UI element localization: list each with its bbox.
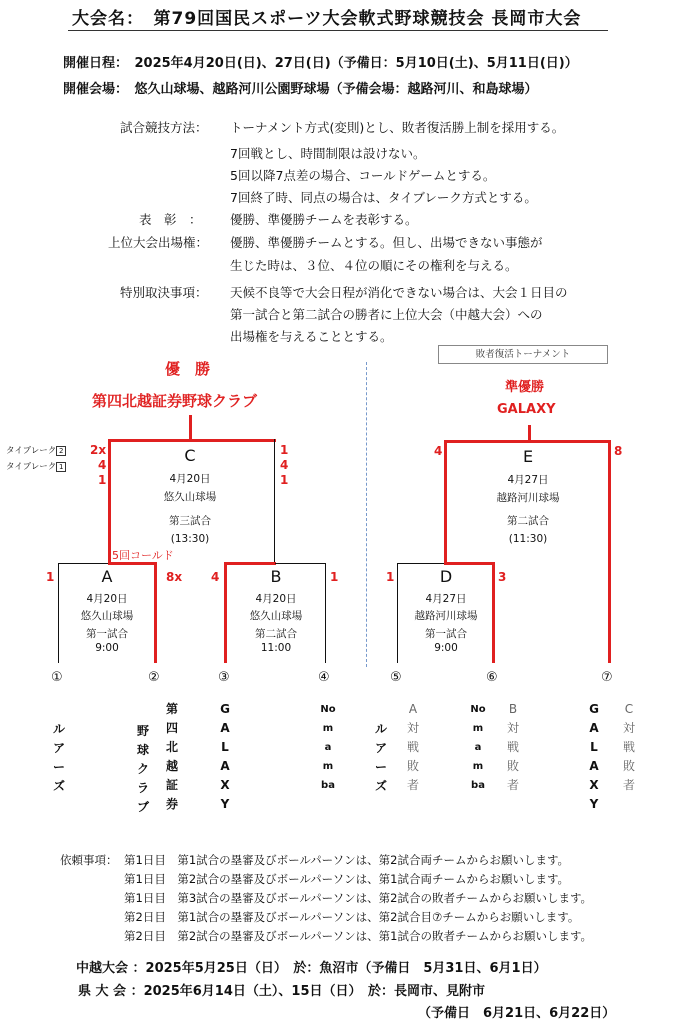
team-slot-2-line-2: 野球クラブ xyxy=(136,724,149,814)
game-e-left-leg xyxy=(444,440,447,564)
slot-7: ⑦ xyxy=(601,670,613,685)
special-text-2: 第一試合と第二試合の勝者に上位大会（中越大会）への xyxy=(230,307,543,322)
slot-1: ① xyxy=(51,670,63,685)
page-title: 大会名： 第79回国民スポーツ大会軟式野球競技会 長岡市大会 xyxy=(72,9,582,29)
method-text-4: 7回終了時、同点の場合は、タイブレーク方式とする。 xyxy=(230,190,537,205)
game-d-time: 9:00 xyxy=(434,642,458,654)
method-text-2: 7回戦とし、時間制限は設けない。 xyxy=(230,146,426,161)
game-d-venue: 越路河川球場 xyxy=(414,610,478,622)
game-e-left-score: 4 xyxy=(434,444,443,458)
award-text: 優勝、準優勝チームを表彰する。 xyxy=(230,212,418,227)
game-c-right-score-1: 1 xyxy=(280,443,289,457)
schedule-dates: 開催日程： 2025年4月20日(日)、27日(日)（予備日：5月10日(土)、5月11日(日)） xyxy=(63,56,578,71)
method-text-1: トーナメント方式(変則)とし、敗者復活勝上制を採用する。 xyxy=(230,120,565,135)
game-d-label: D xyxy=(439,567,453,586)
tiebreak-1-icon: 1 xyxy=(56,462,66,472)
special-label: 特別取決事項： xyxy=(120,285,208,300)
upper-text-1: 優勝、準優勝チームとする。但し、出場できない事態が xyxy=(230,235,543,250)
note-item-5: 第2日目 第2試合の塁審及びボールパーソンは、第1試合の敗者チームからお願いします。 xyxy=(124,929,593,943)
game-c-stem xyxy=(189,415,192,440)
game-c-left-score-3: 1 xyxy=(98,473,107,487)
special-text-1: 天候不良等で大会日程が消化できない場合は、大会１日目の xyxy=(230,285,568,300)
note-item-1: 第1日目 第1試合の塁審及びボールパーソンは、第2試合両チームからお願いします。 xyxy=(124,853,570,867)
title-underline xyxy=(68,30,608,31)
team-slot-6: Nomamba xyxy=(470,704,486,791)
game-b-top-left xyxy=(224,562,276,565)
game-b-right-score: 1 xyxy=(330,570,339,584)
method-text-3: 5回以降7点差の場合、コールドゲームとする。 xyxy=(230,168,496,183)
team-slot-7: GALAXY xyxy=(589,702,599,811)
game-c-left-leg xyxy=(108,439,111,563)
game-c-right-leg xyxy=(274,439,275,563)
slot-3: ③ xyxy=(218,670,230,685)
team-slot-2-line-1: 第四北越証券 xyxy=(165,702,178,811)
tiebreak-2-note: タイブレーク 2 xyxy=(6,444,66,456)
schedule-venues: 開催会場： 悠久山球場、越路河川公園野球場（予備会場：越路河川、和島球場） xyxy=(63,82,538,97)
prefectural-tournament: 県 大 会 ：2025年6月14日（土）、15日（日） 於：長岡市、見附市 xyxy=(78,984,485,999)
game-a-date: 4月20日 xyxy=(86,593,128,605)
notes-label: 依頼事項： xyxy=(60,853,118,867)
champion-team: 第四北越証券野球クラブ xyxy=(92,392,258,410)
runnerup-label: 準優勝 xyxy=(505,380,545,395)
tiebreak-2-icon: 2 xyxy=(56,446,66,456)
game-e-order: 第二試合 xyxy=(507,515,549,527)
game-a-label: A xyxy=(101,567,113,586)
chuetsu-tournament: 中越大会 ：2025年5月25日（日） 於：魚沼市（予備日 5月31日、6月1日） xyxy=(76,961,547,976)
game-d-right-score: 3 xyxy=(498,570,507,584)
game-c-top-bar xyxy=(108,439,276,442)
game-b-date: 4月20日 xyxy=(255,593,297,605)
team-slot-4: Nomamba xyxy=(320,704,336,791)
game-e-top-bar xyxy=(444,440,611,443)
team-slot-1: ルアーズ xyxy=(52,722,65,793)
game-e-venue: 越路河川球場 xyxy=(496,492,560,504)
game-c-right-score-2: 4 xyxy=(280,458,289,472)
game-b-venue: 悠久山球場 xyxy=(249,610,303,622)
team-slot-7-loser: C対戦敗者 xyxy=(622,702,635,792)
game-c-left-score-1: 2x xyxy=(90,443,107,457)
game-c-left-score-2: 4 xyxy=(98,458,107,472)
game-c-order: 第三試合 xyxy=(169,515,211,527)
tiebreak-1-note: タイブレーク 1 xyxy=(6,460,66,472)
slot-6: ⑥ xyxy=(486,670,498,685)
game-e-time: (11:30) xyxy=(508,533,548,545)
game-a-time: 9:00 xyxy=(95,642,119,654)
game-a-order: 第一試合 xyxy=(86,628,128,640)
game-e-label: E xyxy=(522,447,534,466)
team-slot-6-loser: B対戦敗者 xyxy=(506,702,519,792)
game-e-right-score: 8 xyxy=(614,444,623,458)
game-d-top-left xyxy=(397,563,445,564)
game-a-left-score: 1 xyxy=(46,570,55,584)
game-b-order: 第二試合 xyxy=(255,628,297,640)
note-item-4: 第2日目 第1試合の塁審及びボールパーソンは、第2試合目⑦チームからお願いします。 xyxy=(124,910,580,924)
team-slot-5: ルアーズ xyxy=(374,722,387,793)
game-a-venue: 悠久山球場 xyxy=(80,610,134,622)
slot-4: ④ xyxy=(318,670,330,685)
prefectural-reserve: （予備日 6月21日、6月22日） xyxy=(418,1006,616,1021)
slot-2: ② xyxy=(148,670,160,685)
team-slot-3: GALAXY xyxy=(220,702,230,811)
slot-5: ⑤ xyxy=(390,670,402,685)
special-text-3: 出場権を与えることとする。 xyxy=(230,329,393,344)
game-b-top-right xyxy=(275,563,325,564)
game-d-top-right xyxy=(444,562,494,565)
game-c-right-score-3: 1 xyxy=(280,473,289,487)
upper-label: 上位大会出場権： xyxy=(108,235,209,250)
team-slot-5-loser: A対戦敗者 xyxy=(406,702,419,792)
game-d-date: 4月27日 xyxy=(425,593,467,605)
champion-label: 優 勝 xyxy=(165,360,211,378)
game-d-order: 第一試合 xyxy=(425,628,467,640)
game-b-left-score: 4 xyxy=(211,570,220,584)
game-e-right-leg xyxy=(608,440,611,663)
game-a-right-score: 8x xyxy=(166,570,183,584)
game-b-label: B xyxy=(270,567,282,586)
game-d-left-score: 1 xyxy=(386,570,395,584)
bracket-divider xyxy=(366,362,367,667)
method-label: 試合競技方法： xyxy=(120,120,208,135)
called-game-note: 5回コールド xyxy=(112,549,174,562)
game-e-date: 4月27日 xyxy=(507,474,549,486)
game-a-top-left xyxy=(58,563,108,564)
game-c-venue: 悠久山球場 xyxy=(163,491,217,503)
game-c-label: C xyxy=(184,446,196,465)
upper-text-2: 生じた時は、３位、４位の順にその権利を与える。 xyxy=(230,258,518,273)
award-label: 表 彰 ： xyxy=(139,212,202,227)
game-c-time: (13:30) xyxy=(170,533,210,545)
note-item-3: 第1日目 第3試合の塁審及びボールパーソンは、第2試合の敗者チームからお願いします。 xyxy=(124,891,593,905)
game-c-date: 4月20日 xyxy=(169,473,211,485)
note-item-2: 第1日目 第2試合の塁審及びボールパーソンは、第1試合両チームからお願いします。 xyxy=(124,872,570,886)
repechage-label: 敗者復活トーナメント xyxy=(438,345,608,364)
runnerup-team: GALAXY xyxy=(497,402,556,417)
game-b-time: 11:00 xyxy=(260,642,292,654)
